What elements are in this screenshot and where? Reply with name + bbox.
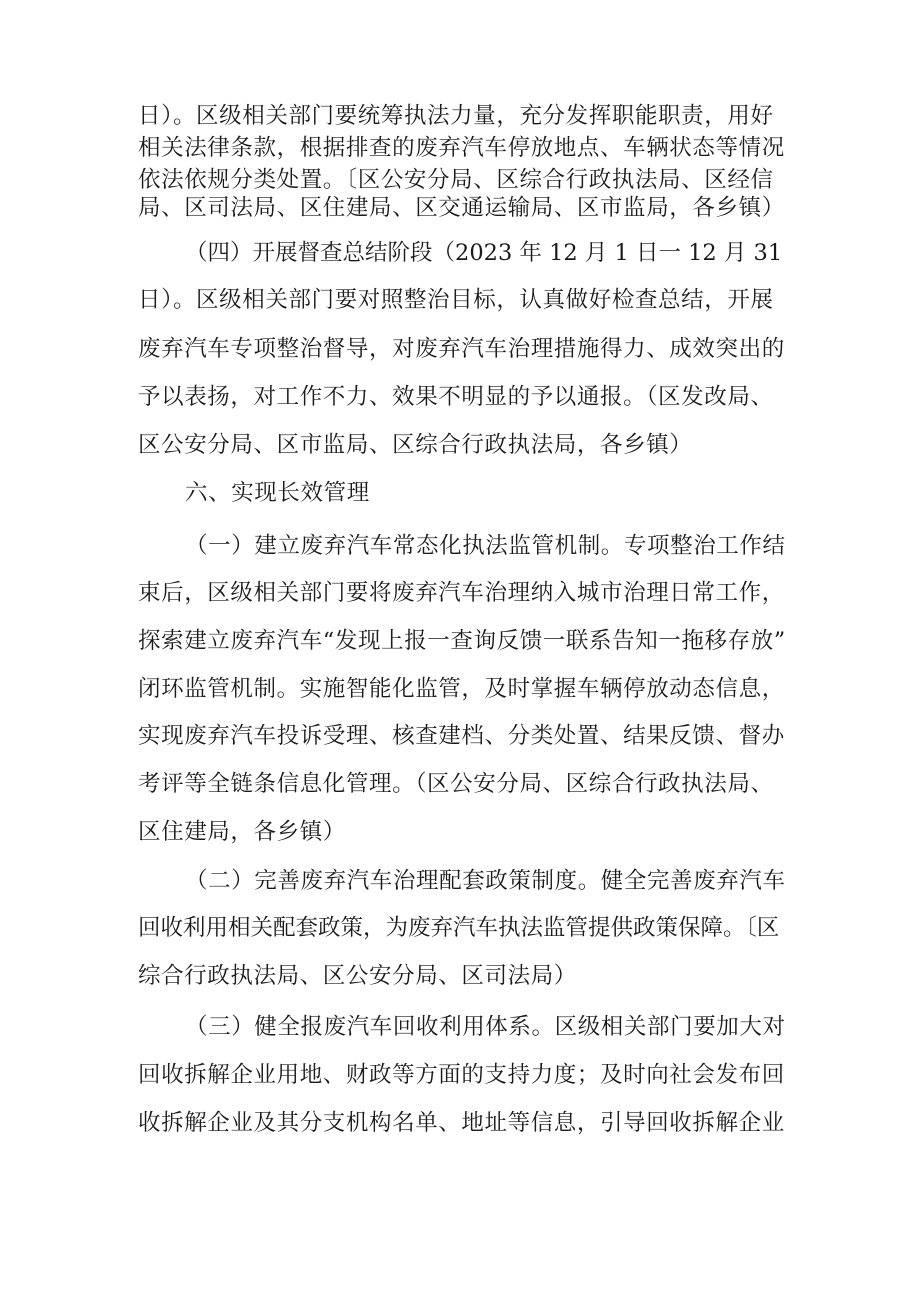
text-line: 局、区司法局、区住建局、区交通运输局、区市监局，各乡镇）: [138, 195, 785, 221]
text-line: 废弃汽车专项整治督导，对废弃汽车治理措施得力、成效突出的: [138, 336, 785, 362]
text-line: 闭环监管机制。实施智能化监管，及时掌握车辆停放动态信息，: [138, 676, 785, 702]
text-line: 束后，区级相关部门要将废弃汽车治理纳入城市治理日常工作，: [138, 580, 785, 606]
text-line: 回收利用相关配套政策，为废弃汽车执法监管提供政策保障。〔区: [138, 915, 780, 941]
text-line: 回收拆解企业用地、财政等方面的支持力度；及时向社会发布回: [138, 1062, 785, 1088]
text-line: 综合行政执法局、区公安分局、区司法局）: [138, 963, 577, 989]
text-line: 相关法律条款，根据排查的废弃汽车停放地点、车辆状态等情况: [138, 135, 785, 161]
text-line: （三）健全报废汽车回收利用体系。区级相关部门要加大对: [185, 1014, 786, 1040]
text-line: 日）。区级相关部门要对照整治目标，认真做好检查总结，开展: [138, 287, 774, 313]
text-line: （一）建立废弃汽车常态化执法监管机制。专项整治工作结: [185, 533, 786, 559]
text-line: 依法依规分类处置。〔区公安分局、区综合行政执法局、区经信: [138, 167, 774, 193]
section-4-heading-line: （四）开展督查总结阶段（2023 年 12 月 1 日一 12 月 31: [185, 240, 783, 266]
text-line: 区住建局，各乡镇）: [138, 819, 346, 845]
text-line: 实现废弃汽车投诉受理、核查建档、分类处置、结果反馈、督办: [138, 723, 785, 749]
section-heading-six: 六、实现长效管理: [185, 480, 370, 506]
text-line: 探索建立废弃汽车“发现上报一查询反馈一联系告知一拖移存放”: [138, 628, 786, 654]
text-line: （二）完善废弃汽车治理配套政策制度。健全完善废弃汽车: [185, 868, 786, 894]
text-line: 予以表扬，对工作不力、效果不明显的予以通报。（区发改局、: [138, 384, 774, 410]
text-line: 日）。区级相关部门要统筹执法力量，充分发挥职能职责，用好: [138, 103, 774, 129]
text-line: 区公安分局、区市监局、区综合行政执法局，各乡镇）: [138, 432, 693, 458]
text-line: 考评等全链条信息化管理。（区公安分局、区综合行政执法局、: [138, 771, 774, 797]
text-line: 收拆解企业及其分支机构名单、地址等信息，引导回收拆解企业: [138, 1110, 785, 1136]
